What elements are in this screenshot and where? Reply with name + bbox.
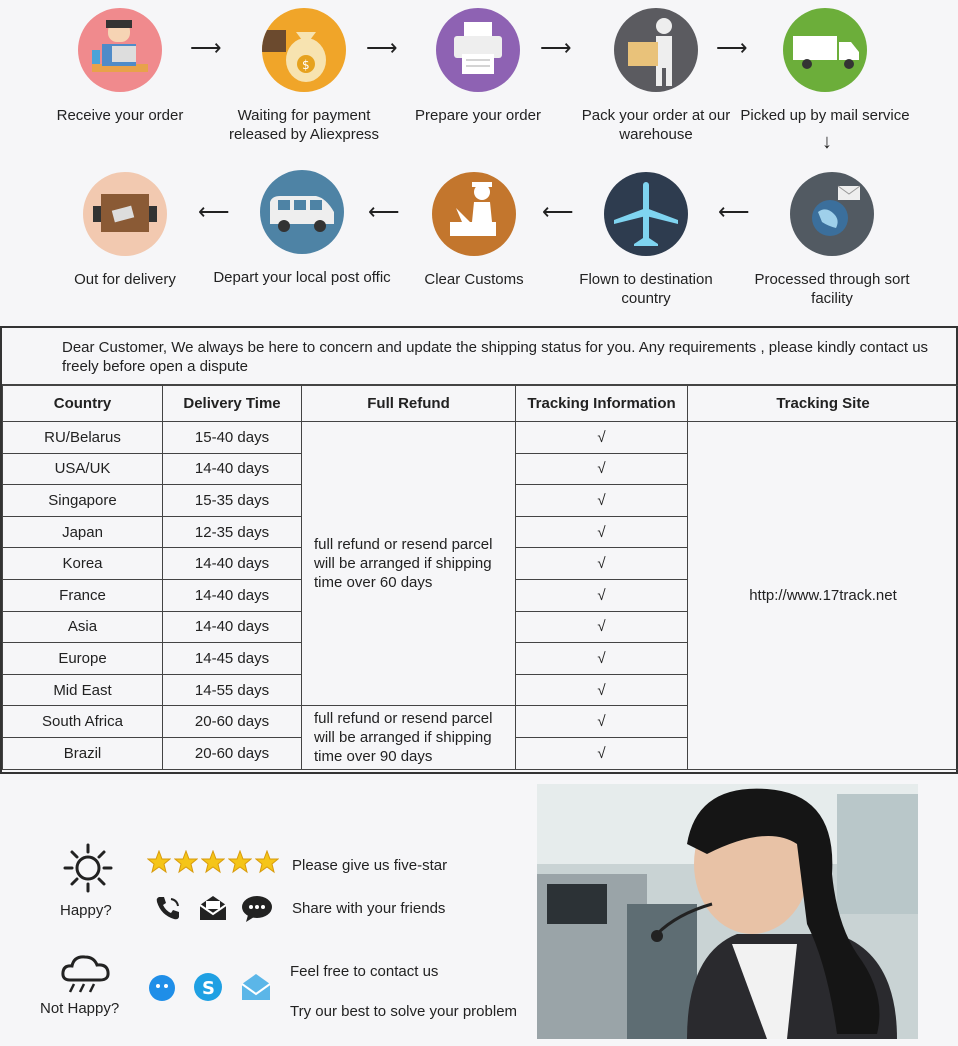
- step-depart-post-office: [212, 170, 392, 287]
- step-label: Processed through sort facility: [754, 271, 910, 307]
- parcel-icon: [83, 172, 167, 256]
- arrow-right-icon: ⟶: [366, 35, 398, 60]
- tracking-check-cell: √: [516, 548, 688, 580]
- tracking-check-cell: √: [516, 674, 688, 706]
- delivery-time-cell: 12-35 days: [163, 516, 302, 548]
- customs-officer-icon: [432, 172, 516, 256]
- mail-icon[interactable]: [198, 893, 228, 928]
- step-label: Picked up by mail service: [740, 107, 910, 124]
- feedback-section: [0, 780, 530, 1046]
- step-label: Receive your order: [56, 107, 184, 124]
- qq-chat-icon[interactable]: [148, 974, 176, 1007]
- printer-icon: [436, 8, 520, 92]
- step-prepare-order: [388, 8, 568, 125]
- step-label: Prepare your order: [415, 107, 541, 124]
- arrow-right-icon: ⟶: [190, 35, 222, 60]
- airplane-icon: [604, 172, 688, 256]
- person-computer-icon: [78, 8, 162, 92]
- refund-cell: full refund or resend parcel will be arranged if shipping time over 90 days: [302, 706, 516, 769]
- header-country: Country: [3, 386, 163, 422]
- arrow-left-icon: ⟵: [198, 199, 230, 224]
- tracking-check-cell: √: [516, 737, 688, 769]
- delivery-time-cell: 14-40 days: [163, 548, 302, 580]
- skype-icon[interactable]: [193, 972, 223, 1007]
- delivery-time-cell: 15-35 days: [163, 485, 302, 517]
- step-label: Flown to destination country: [579, 271, 713, 307]
- step-label: Waiting for payment released by Aliexpress: [228, 107, 380, 143]
- globe-mail-icon: [790, 172, 874, 256]
- van-icon: [260, 170, 344, 254]
- arrow-right-icon: ⟶: [540, 35, 572, 60]
- rain-cloud-icon: [58, 950, 114, 1001]
- country-cell: France: [3, 579, 163, 611]
- country-cell: Korea: [3, 548, 163, 580]
- contact-text: Feel free to contact us: [290, 963, 439, 980]
- arrow-left-icon: ⟵: [718, 199, 750, 224]
- tracking-check-cell: √: [516, 453, 688, 485]
- arrow-down-icon: ↓: [822, 131, 832, 153]
- country-cell: Singapore: [3, 485, 163, 517]
- svg-text:S: S: [202, 978, 215, 999]
- step-flown: [556, 172, 736, 308]
- country-cell: USA/UK: [3, 453, 163, 485]
- step-picked-up: [735, 8, 915, 125]
- delivery-time-cell: 20-60 days: [163, 706, 302, 738]
- step-receive-order: [30, 8, 210, 125]
- solve-text: Try our best to solve your problem: [290, 1003, 518, 1020]
- star-icon: [174, 850, 198, 879]
- table-row: [3, 422, 958, 454]
- country-cell: RU/Belarus: [3, 422, 163, 454]
- delivery-time-cell: 14-45 days: [163, 643, 302, 675]
- tracking-check-cell: √: [516, 611, 688, 643]
- header-full-refund: Full Refund: [302, 386, 516, 422]
- sun-icon: [62, 842, 114, 899]
- country-cell: Europe: [3, 643, 163, 675]
- star-icon: [147, 850, 171, 879]
- delivery-time-cell: 14-40 days: [163, 579, 302, 611]
- star-icon: [228, 850, 252, 879]
- money-bag-icon: [262, 8, 346, 92]
- country-cell: Mid East: [3, 674, 163, 706]
- country-cell: Brazil: [3, 737, 163, 769]
- country-cell: Asia: [3, 611, 163, 643]
- phone-icon[interactable]: [153, 893, 183, 928]
- delivery-time-cell: 14-40 days: [163, 611, 302, 643]
- step-label: Clear Customs: [424, 271, 524, 288]
- chat-icon[interactable]: [240, 893, 274, 928]
- happy-label: Happy?: [60, 902, 112, 919]
- tracking-check-cell: √: [516, 422, 688, 454]
- country-cell: South Africa: [3, 706, 163, 738]
- five-star-text: Please give us five-star: [292, 857, 448, 874]
- star-icon: [201, 850, 225, 879]
- header-tracking-site: Tracking Site: [688, 386, 958, 422]
- delivery-time-cell: 20-60 days: [163, 737, 302, 769]
- delivery-table: [2, 385, 958, 770]
- delivery-time-cell: 14-55 days: [163, 674, 302, 706]
- step-label: Pack your order at our warehouse: [581, 107, 731, 143]
- customer-notice: Dear Customer, We always be here to concern and update the shipping status for you. Any requirements , please kindly contact us freely before open a dispute: [2, 328, 956, 385]
- customer-service-photo: [537, 784, 918, 1039]
- email-icon[interactable]: [240, 972, 272, 1007]
- arrow-right-icon: ⟶: [716, 35, 748, 60]
- step-label: Out for delivery: [74, 271, 176, 288]
- shipping-info-table: [0, 326, 958, 774]
- arrow-left-icon: ⟵: [542, 199, 574, 224]
- step-label: Depart your local post offic: [213, 269, 391, 286]
- star-icon: [255, 850, 279, 879]
- step-waiting-payment: [214, 8, 394, 144]
- tracking-check-cell: √: [516, 706, 688, 738]
- tracking-check-cell: √: [516, 579, 688, 611]
- table-header-row: [3, 386, 958, 422]
- refund-cell: full refund or resend parcel will be arranged if shipping time over 60 days: [302, 422, 516, 706]
- svg-text:$: $: [302, 58, 310, 72]
- header-delivery-time: Delivery Time: [163, 386, 302, 422]
- delivery-time-cell: 15-40 days: [163, 422, 302, 454]
- header-tracking-information: Tracking Information: [516, 386, 688, 422]
- five-star-rating[interactable]: [147, 850, 279, 879]
- tracking-site-link[interactable]: http://www.17track.net: [688, 422, 958, 770]
- country-cell: Japan: [3, 516, 163, 548]
- step-pack-order: [566, 8, 746, 144]
- package-person-icon: [614, 8, 698, 92]
- tracking-check-cell: √: [516, 485, 688, 517]
- step-clear-customs: [384, 172, 564, 289]
- step-out-for-delivery: [35, 172, 215, 289]
- delivery-time-cell: 14-40 days: [163, 453, 302, 485]
- tracking-check-cell: √: [516, 516, 688, 548]
- not-happy-label: Not Happy?: [40, 1000, 120, 1017]
- share-text: Share with your friends: [292, 900, 446, 917]
- tracking-check-cell: √: [516, 643, 688, 675]
- arrow-left-icon: ⟵: [368, 199, 400, 224]
- step-sort-facility: [742, 172, 922, 308]
- truck-icon: [783, 8, 867, 92]
